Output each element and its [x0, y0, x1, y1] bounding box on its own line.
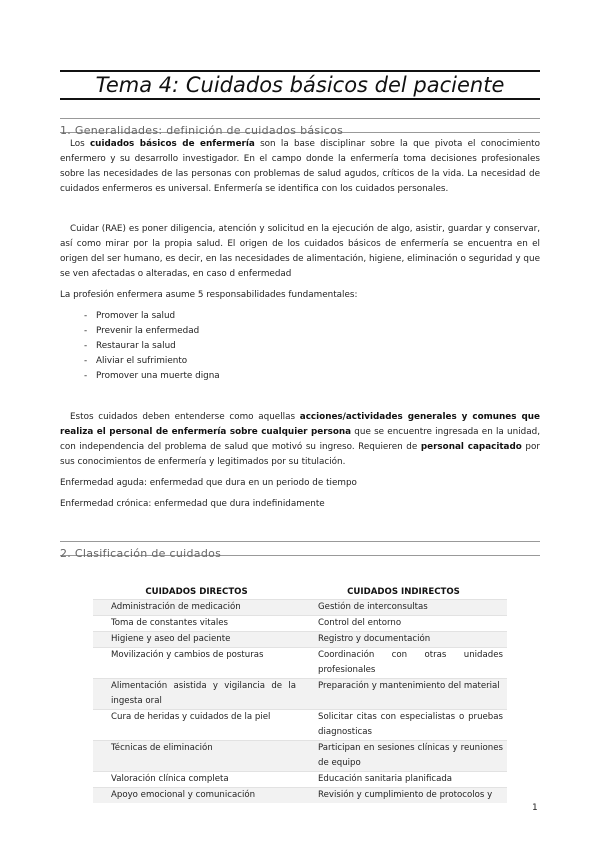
paragraph-2: [60, 222, 540, 282]
page-number: 1: [532, 803, 538, 813]
table-cell-indirect: Control del entorno: [300, 616, 507, 632]
header-direct-care: CUIDADOS DIRECTOS: [145, 586, 248, 597]
table-row: [93, 772, 507, 788]
bullet-dash: -: [84, 356, 88, 366]
table-cell-direct: Administración de medicación: [93, 600, 300, 616]
table-row: [93, 788, 507, 804]
bullet-text: Aliviar el sufrimiento: [96, 356, 188, 366]
bullet-text: Restaurar la salud: [96, 341, 176, 351]
table-cell-indirect: Coordinación con otras unidades profesionales: [300, 648, 507, 679]
bullet-dash: -: [84, 371, 88, 381]
table-cell-direct: Cura de heridas y cuidados de la piel: [93, 710, 300, 741]
paragraph-5: [60, 476, 540, 491]
bullet-item-2: [84, 324, 199, 339]
table-cell-direct: Higiene y aseo del paciente: [93, 632, 300, 648]
paragraph-4-bold-2: personal capacitado: [420, 442, 522, 452]
table-row: [93, 616, 507, 632]
table-cell-indirect: Solicitar citas con especialistas o pruebas diagnosticas: [300, 710, 507, 741]
section-heading-1: [60, 118, 540, 137]
table-row: [93, 632, 507, 648]
paragraph-1-text-c: son la base disciplinar sobre la que pivota el conocimiento enfermero y su desarrollo investigador. En el campo donde la enfermería toma decisiones profesionales sobre las necesidades de las personas con problemas de salud agudos, críticos de la vida. La necesidad de cuidados enfermeros es universal. Enfermería se identifica con los cuidados personales.: [60, 139, 540, 194]
table-row: [93, 741, 507, 772]
bullet-item-1: [84, 309, 175, 324]
bullet-item-3: [84, 339, 176, 354]
page-title: Tema 4: Cuidados básicos del paciente: [95, 73, 505, 97]
bullet-dash: -: [84, 341, 88, 351]
paragraph-1-text-a: Los: [70, 139, 90, 149]
paragraph-4-text-a: Estos cuidados deben entenderse como aquellas: [70, 412, 300, 422]
bullet-item-4: [84, 354, 187, 369]
header-indirect-care: CUIDADOS INDIRECTOS: [347, 586, 460, 597]
table-cell-indirect: Revisión y cumplimiento de protocolos y: [300, 788, 507, 804]
table-cell-direct: Valoración clínica completa: [93, 772, 300, 788]
bullet-text: Promover una muerte digna: [96, 371, 220, 381]
table-cell-direct: Alimentación asistida y vigilancia de la ingesta oral: [93, 679, 300, 710]
paragraph-6: [60, 497, 540, 512]
table-row: [93, 679, 507, 710]
table-row: [93, 710, 507, 741]
table-row: [93, 600, 507, 616]
table-cell-indirect: Registro y documentación: [300, 632, 507, 648]
paragraph-3-text: La profesión enfermera asume 5 responsabilidades fundamentales:: [60, 290, 358, 300]
paragraph-4-bold-1: acciones/actividades generales y comunes que realiza el personal de enfermería sobre cualquier persona: [60, 412, 540, 437]
paragraph-1: [60, 137, 540, 197]
table-cell-indirect: Participan en sesiones clínicas y reuniones de equipo: [300, 741, 507, 772]
table-cell-direct: Movilización y cambios de posturas: [93, 648, 300, 679]
section-heading-2: [60, 541, 540, 560]
table-cell-direct: Apoyo emocional y comunicación: [93, 788, 300, 804]
section-heading-2-text: 2. Clasificación de cuidados: [60, 547, 222, 560]
bullet-dash: -: [84, 311, 88, 321]
table-cell-direct: Técnicas de eliminación: [93, 741, 300, 772]
paragraph-5-text: Enfermedad aguda: enfermedad que dura en un periodo de tiempo: [60, 478, 357, 488]
table-header-row: [93, 584, 507, 600]
paragraph-3: [60, 288, 540, 303]
paragraph-6-text: Enfermedad crónica: enfermedad que dura indefinidamente: [60, 499, 325, 509]
table-cell-direct: Toma de constantes vitales: [93, 616, 300, 632]
bullet-item-5: [84, 369, 220, 384]
title-block: [60, 70, 540, 100]
paragraph-4-text-e: por sus conocimientos de enfermería y legitimados por su titulación.: [60, 442, 540, 467]
bullet-dash: -: [84, 326, 88, 336]
paragraph-4: [60, 410, 540, 470]
table-row: [93, 648, 507, 679]
paragraph-1-bold: cuidados básicos de enfermería: [89, 139, 255, 149]
bullet-text: Promover la salud: [96, 311, 176, 321]
section-heading-1-text: 1. Generalidades: definición de cuidados básicos: [60, 124, 344, 137]
table-cell-indirect: Preparación y mantenimiento del material: [300, 679, 507, 710]
paragraph-2-text: Cuidar (RAE) es poner diligencia, atención y solicitud en la ejecución de algo, asistir, guardar y conservar, así como mirar por la propia salud. El origen de los cuidados básicos de enfermería se encuentra en el origen del ser humano, es decir, en las necesidades de alimentación, higiene, eliminación o seguridad y que se ven afectadas o alteradas, en caso d enfermedad: [60, 224, 540, 279]
care-classification-table: [93, 584, 507, 803]
paragraph-4-text-c: que se encuentre ingresada en la unidad, con independencia del problema de salud que motivó su ingreso. Requieren de: [60, 427, 540, 452]
bullet-text: Prevenir la enfermedad: [96, 326, 200, 336]
table-cell-indirect: Educación sanitaria planificada: [300, 772, 507, 788]
table-cell-indirect: Gestión de interconsultas: [300, 600, 507, 616]
